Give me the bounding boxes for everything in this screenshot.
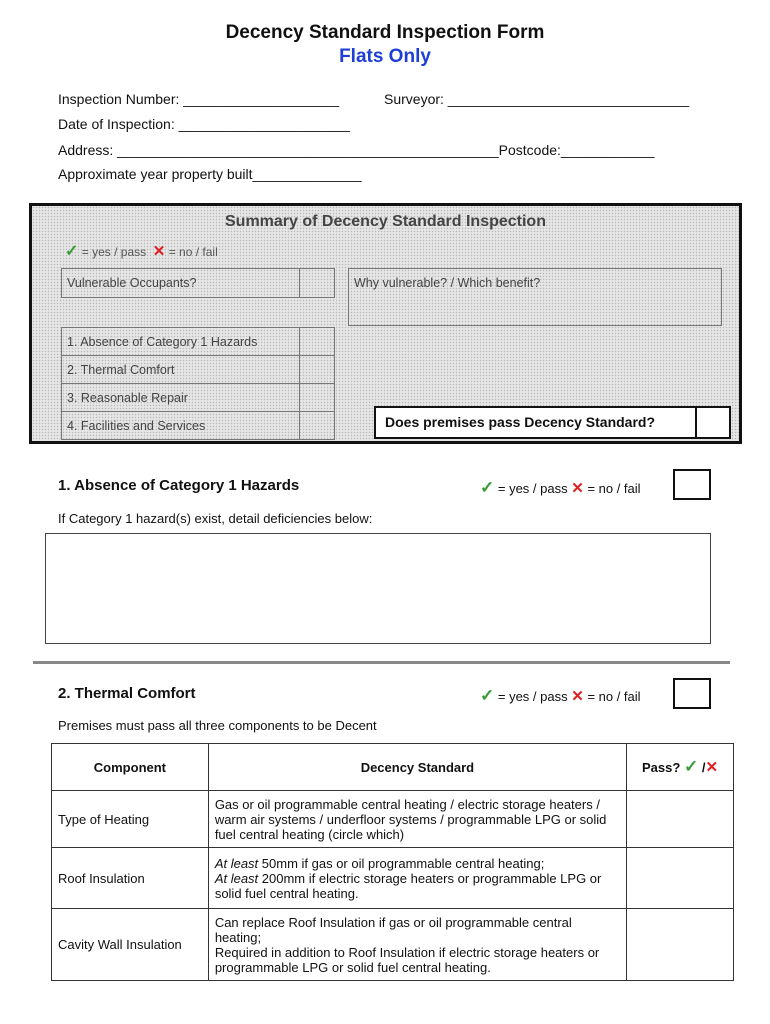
summary-panel — [29, 203, 742, 444]
summary-item-box[interactable] — [299, 411, 335, 440]
summary-item-label: 4. Facilities and Services — [67, 419, 206, 433]
section2-legend — [480, 686, 641, 706]
summary-item-label: 1. Absence of Category 1 Hazards — [67, 335, 258, 349]
cross-icon: ✕ — [571, 480, 584, 497]
deficiencies-textarea[interactable] — [45, 533, 711, 644]
legend-no: = no / fail — [168, 245, 218, 259]
section2-instruction: Premises must pass all three components to be Decent — [58, 718, 377, 733]
pass-label: Pass? — [642, 760, 681, 775]
table-row — [52, 909, 734, 981]
summary-item-cell — [61, 355, 300, 384]
summary-item-box[interactable] — [299, 383, 335, 412]
col-pass-header — [627, 744, 734, 791]
summary-item-cell — [61, 383, 300, 412]
pass-cell[interactable] — [627, 909, 734, 981]
section1-heading: 1. Absence of Category 1 Hazards — [58, 477, 300, 494]
year-built-field[interactable]: Approximate year property built______________ — [58, 166, 362, 182]
check-icon: ✓ — [480, 686, 495, 705]
section1-legend — [480, 478, 641, 498]
vulnerable-occupants-label-cell — [61, 268, 300, 298]
legend-yes: = yes / pass — [497, 481, 568, 496]
pass-decency-checkbox[interactable] — [695, 406, 731, 439]
date-of-inspection-field[interactable]: Date of Inspection: ______________________ — [58, 116, 350, 132]
summary-item-label: 3. Reasonable Repair — [67, 391, 188, 405]
standard-text: Required in addition to Roof Insulation if electric storage heaters or programmable LPG or solid fuel central heating. — [214, 944, 600, 975]
section1-instruction: If Category 1 hazard(s) exist, detail deficiencies below: — [58, 511, 373, 526]
col-component-header: Component — [52, 744, 209, 791]
check-icon: ✓ — [480, 478, 495, 497]
standard-cell — [208, 909, 626, 981]
thermal-comfort-table — [51, 743, 734, 981]
legend-no: = no / fail — [587, 481, 641, 496]
legend-yes: = yes / pass — [497, 689, 568, 704]
vulnerable-occupants-label: Vulnerable Occupants? — [67, 276, 197, 290]
summary-item-cell — [61, 327, 300, 356]
component-cell: Cavity Wall Insulation — [52, 909, 209, 981]
standard-emphasis: At least — [214, 870, 259, 886]
summary-item-cell — [61, 411, 300, 440]
pass-separator: / — [701, 760, 706, 775]
cross-icon: ✕ — [571, 688, 584, 705]
surveyor-field[interactable]: Surveyor: _______________________________ — [384, 91, 690, 107]
legend-no: = no / fail — [587, 689, 641, 704]
standard-emphasis: At least — [214, 855, 259, 871]
table-header-row — [52, 744, 734, 791]
why-vulnerable-label: Why vulnerable? / Which benefit? — [354, 276, 541, 290]
section1-pass-box[interactable] — [673, 469, 711, 500]
section2-heading: 2. Thermal Comfort — [58, 685, 196, 702]
summary-item-box[interactable] — [299, 327, 335, 356]
section-divider — [33, 661, 730, 664]
standard-cell — [208, 848, 626, 909]
standard-text: 50mm if gas or oil programmable central heating; — [258, 855, 545, 871]
standard-text: 200mm if electric storage heaters or programmable LPG or solid fuel central heating. — [214, 870, 602, 901]
inspection-number-field[interactable]: Inspection Number: ____________________ — [58, 91, 340, 107]
table-row — [52, 791, 734, 848]
form-title: Decency Standard Inspection Form — [225, 22, 545, 43]
check-icon: ✓ — [65, 243, 79, 260]
component-cell: Type of Heating — [52, 791, 209, 848]
why-vulnerable-box[interactable] — [348, 268, 722, 326]
vulnerable-occupants-box[interactable] — [299, 268, 335, 298]
standard-cell: Gas or oil programmable central heating / electric storage heaters / warm air systems / underfloor systems / programmable LPG or solid fuel central heating (circle which) — [208, 791, 626, 848]
summary-title: Summary of Decency Standard Inspection — [225, 213, 546, 230]
col-standard-header: Decency Standard — [208, 744, 626, 791]
legend-yes: = yes / pass — [81, 245, 147, 259]
cross-icon: ✕ — [705, 759, 719, 776]
form-subtitle: Flats Only — [339, 46, 431, 67]
check-icon: ✓ — [683, 757, 699, 776]
pass-decency-question: Does premises pass Decency Standard? — [374, 406, 729, 439]
address-field[interactable]: Address: _________________________________________________Postcode:____________ — [58, 142, 655, 158]
summary-item-label: 2. Thermal Comfort — [67, 363, 175, 377]
summary-item-box[interactable] — [299, 355, 335, 384]
pass-cell[interactable] — [627, 848, 734, 909]
cross-icon: ✕ — [152, 243, 166, 260]
component-cell: Roof Insulation — [52, 848, 209, 909]
pass-cell[interactable] — [627, 791, 734, 848]
section2-pass-box[interactable] — [673, 678, 711, 709]
standard-text: Can replace Roof Insulation if gas or oil programmable central heating; — [214, 914, 572, 945]
summary-legend — [65, 241, 218, 261]
table-row — [52, 848, 734, 909]
